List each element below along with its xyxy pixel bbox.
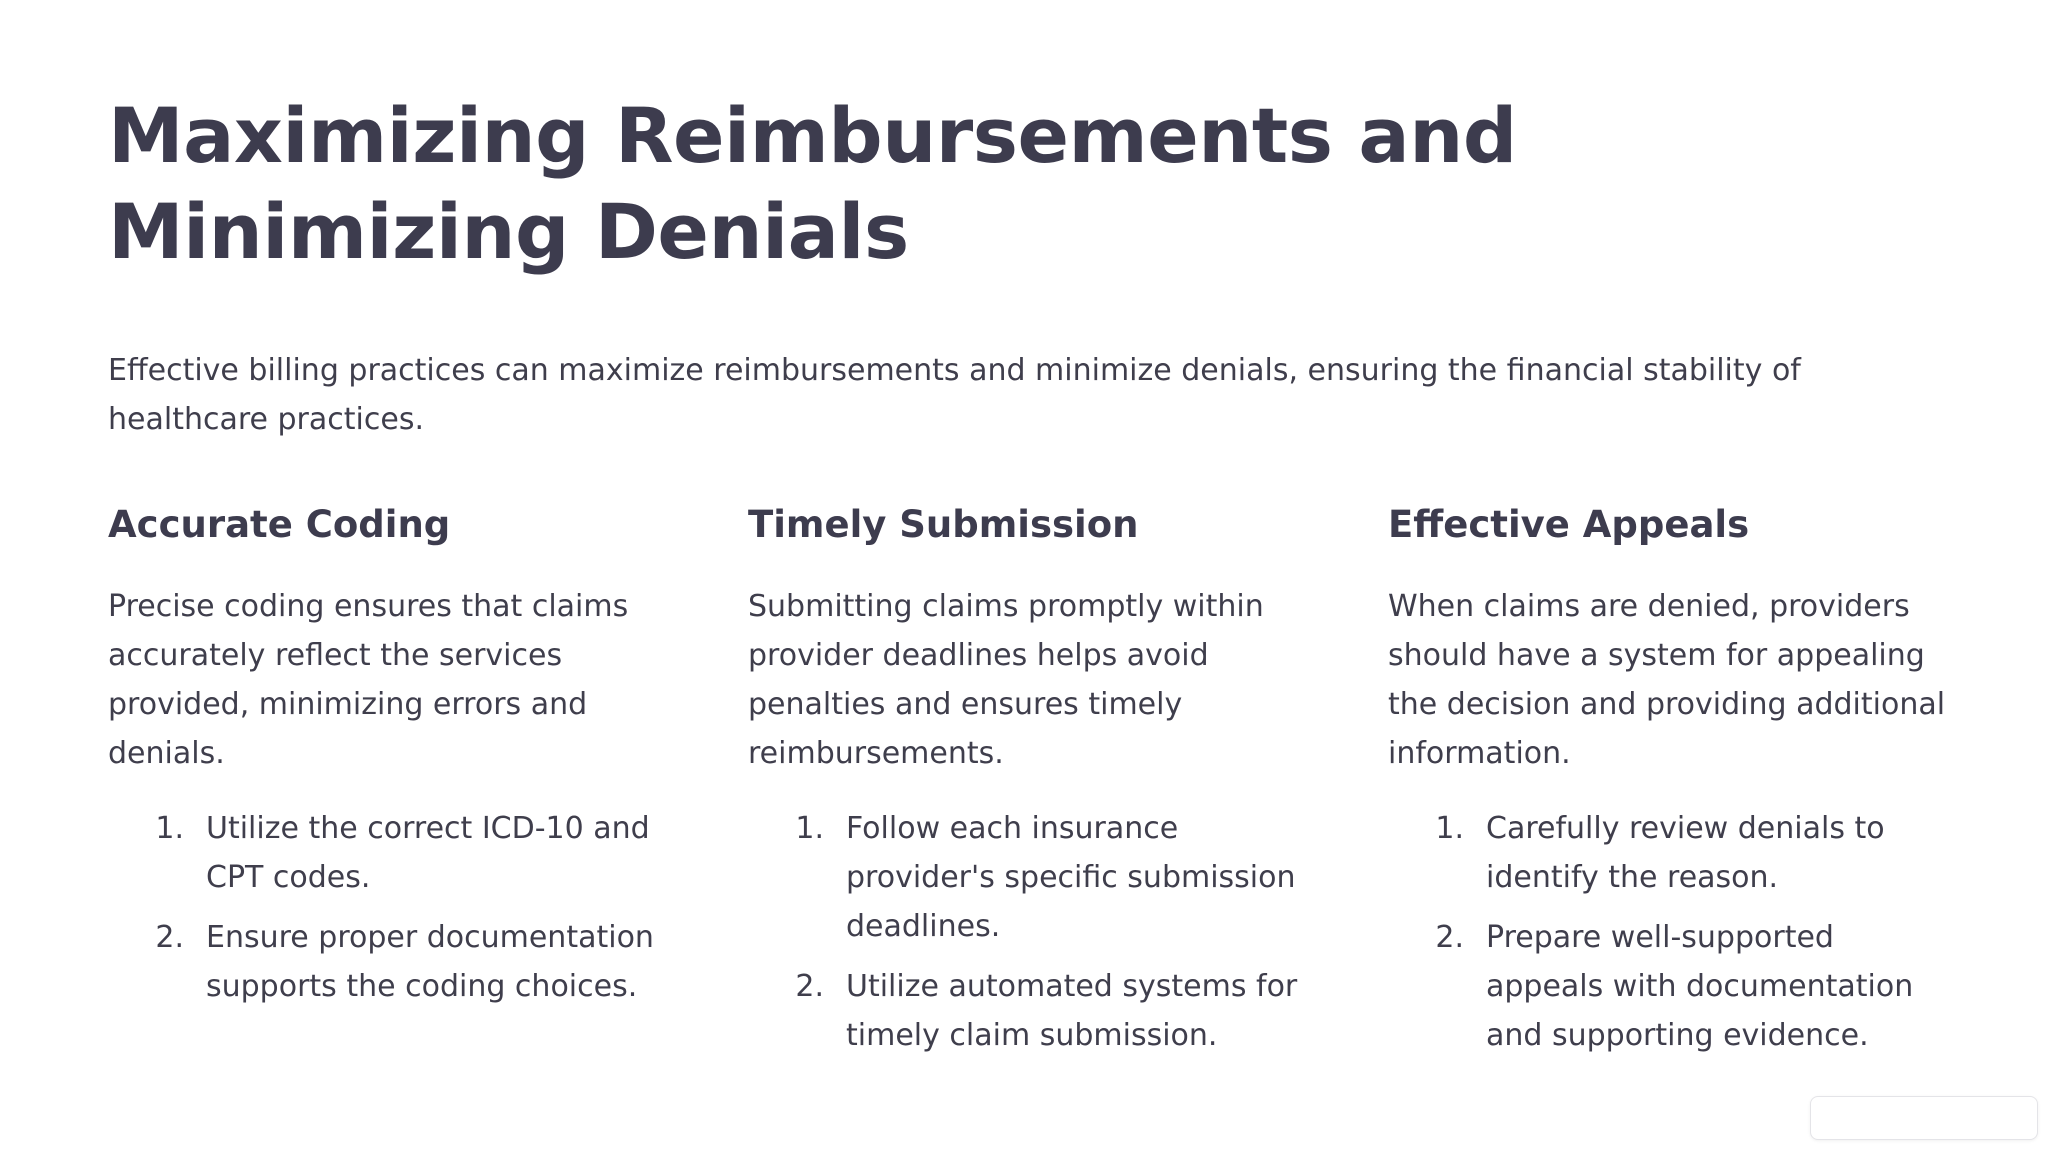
column-effective-appeals (1388, 500, 1966, 1071)
list-text: Ensure proper documentation supports the coding choices. (206, 920, 654, 1004)
list-text: Follow each insurance provider's specific submission deadlines. (846, 811, 1296, 944)
steps-list (108, 804, 686, 1011)
columns (108, 500, 1988, 1071)
list-text: Utilize the correct ICD-10 and CPT codes. (206, 811, 650, 895)
column-timely-submission (748, 500, 1326, 1071)
column-accurate-coding (108, 500, 686, 1071)
list-number: 2. (795, 969, 824, 1004)
list-number: 2. (1435, 920, 1464, 955)
column-heading: Timely Submission (748, 503, 1139, 546)
list-number: 1. (795, 811, 824, 846)
steps-list (748, 804, 1326, 1060)
column-description: When claims are denied, providers should have a system for appealing the decision and providing additional information. (1388, 589, 1946, 771)
corner-widget[interactable] (1810, 1096, 2038, 1140)
list-text: Utilize automated systems for timely claim submission. (846, 969, 1298, 1053)
steps-list (1388, 804, 1966, 1060)
intro-paragraph: Effective billing practices can maximize reimbursements and minimize denials, ensuring the financial stability of healthcare practices. (108, 353, 1801, 437)
column-heading: Accurate Coding (108, 503, 451, 546)
list-item (108, 913, 686, 1011)
list-item (748, 962, 1326, 1060)
list-item (748, 804, 1326, 951)
column-description: Submitting claims promptly within provider deadlines helps avoid penalties and ensures timely reimbursements. (748, 589, 1264, 771)
list-text: Carefully review denials to identify the reason. (1486, 811, 1885, 895)
list-number: 1. (1435, 811, 1464, 846)
slide (108, 88, 1988, 1053)
list-item (1388, 913, 1966, 1060)
list-item (1388, 804, 1966, 902)
list-number: 1. (155, 811, 184, 846)
column-description: Precise coding ensures that claims accurately reflect the services provided, minimizing errors and denials. (108, 589, 629, 771)
list-text: Prepare well-supported appeals with documentation and supporting evidence. (1486, 920, 1914, 1053)
list-number: 2. (155, 920, 184, 955)
list-item (108, 804, 686, 902)
page-title: Maximizing Reimbursements and Minimizing Denials (108, 91, 1517, 276)
column-heading: Effective Appeals (1388, 503, 1750, 546)
